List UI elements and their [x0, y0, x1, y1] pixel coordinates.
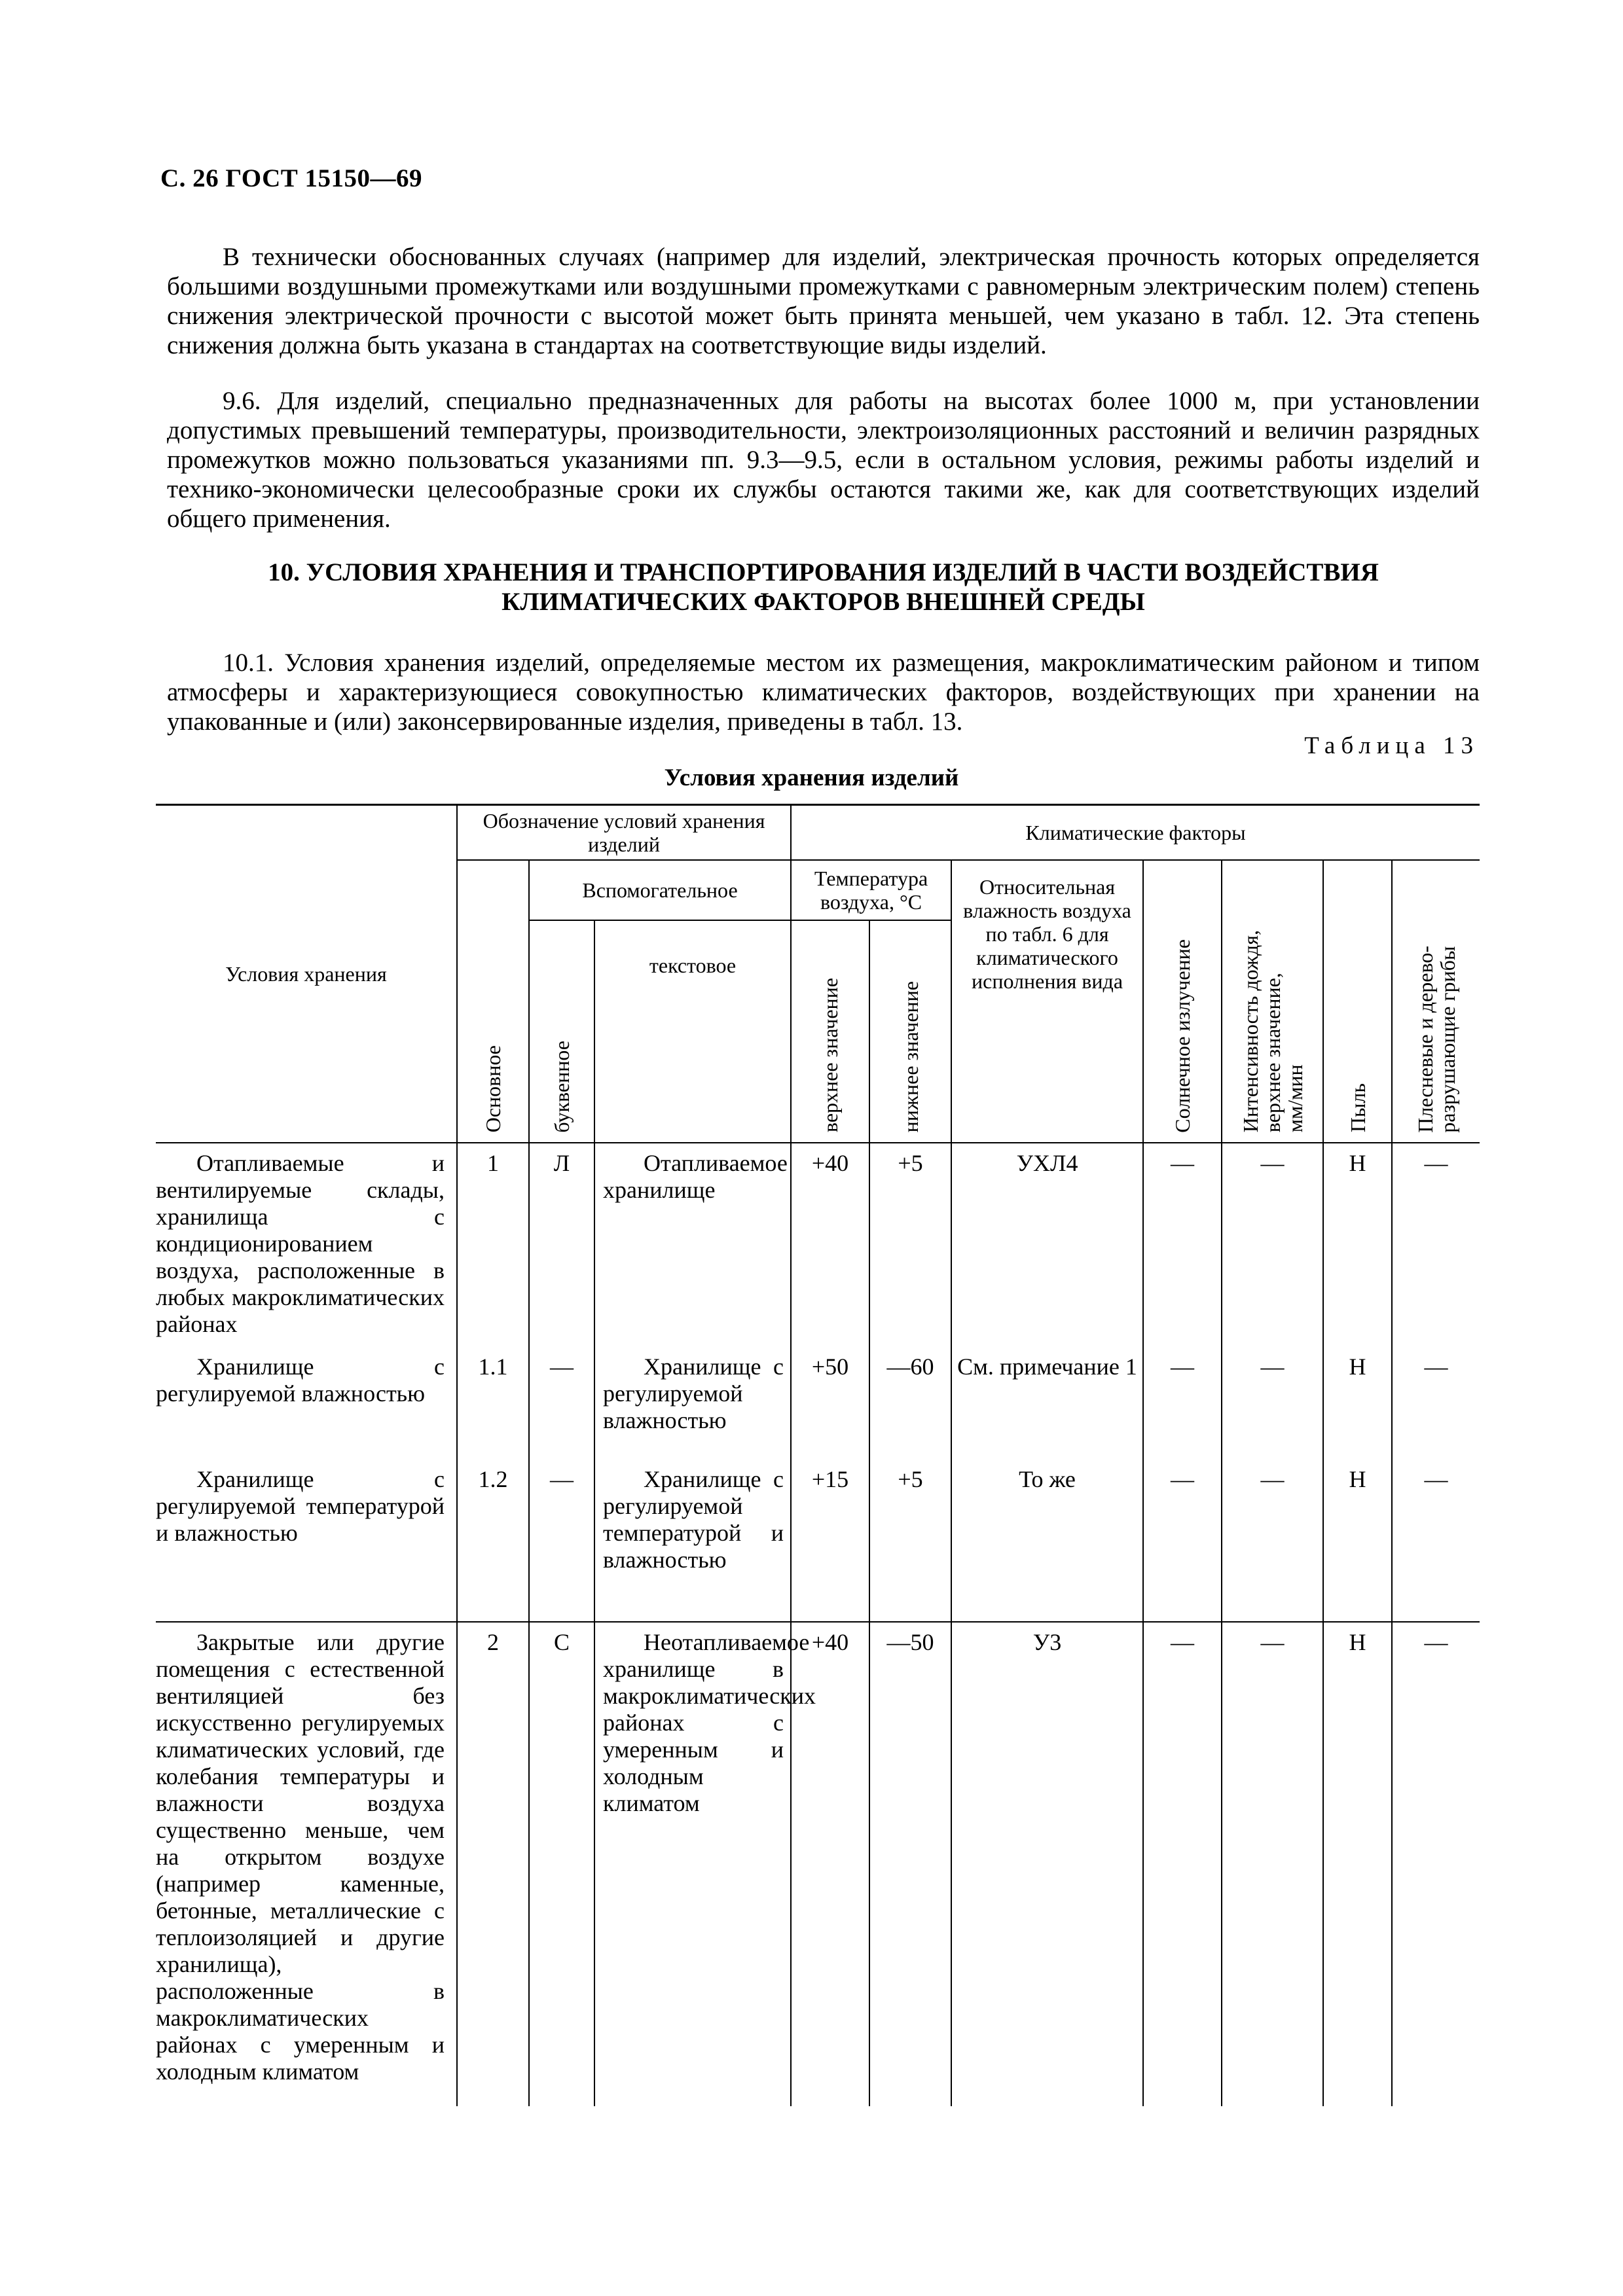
- cell-text: Хранилище с регулируемой температурой и влажностью: [594, 1460, 791, 1622]
- cell-t-upper: +40: [791, 1622, 869, 2106]
- cell-rain: —: [1222, 1347, 1323, 1460]
- cell-rain: —: [1222, 1460, 1323, 1622]
- cell-solar: —: [1143, 1347, 1222, 1460]
- cell-letter: —: [529, 1347, 594, 1460]
- cell-rain: —: [1222, 1622, 1323, 2106]
- cell-main: 1.1: [457, 1347, 529, 1460]
- table-title: Условия хранения изделий: [664, 764, 959, 791]
- cell-humidity: У3: [951, 1622, 1143, 2106]
- header-designation-group: Обозначение условий хранения изделий: [457, 805, 791, 860]
- cell-t-upper: +40: [791, 1143, 869, 1347]
- cell-letter: Л: [529, 1143, 594, 1347]
- header-letter: буквенное: [550, 1040, 574, 1133]
- header-lower-value: нижнее значение: [898, 981, 922, 1133]
- header-textual: текстовое: [594, 920, 791, 1143]
- cell-condition: Закрытые или другие помещения с естественной вентиляцией без искусственно регулируемых климатических условий, где колебания температуры и влажности воздуха существенно меньше, чем на открытом воздухе (например каменные, бетонные, металлические с теплоизоляцией и другие хранилища), расположенные в макроклиматических районах с умеренным и холодным климатом: [156, 1622, 457, 2106]
- cell-mold: —: [1392, 1460, 1480, 1622]
- cell-condition: Отапливаемые и вентилируемые склады, хранилища с кондиционированием воздуха, расположенные в любых макроклиматических районах: [156, 1143, 457, 1347]
- header-solar-radiation: Солнечное излучение: [1171, 939, 1195, 1133]
- header-lower-cell: [869, 920, 951, 1143]
- header-climatic-factors: Климатические факторы: [791, 805, 1480, 860]
- cell-main: 1: [457, 1143, 529, 1347]
- table-number: Таблица 13: [1304, 732, 1479, 759]
- cell-dust: Н: [1323, 1143, 1392, 1347]
- cell-mold: —: [1392, 1143, 1480, 1347]
- cell-solar: —: [1143, 1143, 1222, 1347]
- storage-conditions-table: [156, 804, 1480, 2106]
- cell-letter: —: [529, 1460, 594, 1622]
- cell-condition: Хранилище с регулируемой влажностью: [156, 1347, 457, 1460]
- cell-dust: Н: [1323, 1622, 1392, 2106]
- cell-dust: Н: [1323, 1460, 1392, 1622]
- header-main-cell: [457, 860, 529, 1143]
- cell-t-upper: +50: [791, 1347, 869, 1460]
- cell-humidity: См. примечание 1: [951, 1347, 1143, 1460]
- cell-humidity: То же: [951, 1460, 1143, 1622]
- header-mold-fungi: Плесневые и дерево- разрушающие грибы: [1413, 945, 1459, 1133]
- header-main: Основное: [481, 1045, 505, 1133]
- header-upper-cell: [791, 920, 869, 1143]
- cell-humidity: УХЛ4: [951, 1143, 1143, 1347]
- table-row: [156, 1460, 1480, 1622]
- cell-solar: —: [1143, 1622, 1222, 2106]
- cell-t-lower: +5: [869, 1460, 951, 1622]
- section-title: 10. УСЛОВИЯ ХРАНЕНИЯ И ТРАНСПОРТИРОВАНИЯ ИЗДЕЛИЙ В ЧАСТИ ВОЗДЕЙСТВИЯ КЛИМАТИЧЕСКИХ ФАКТОРОВ ВНЕШНЕЙ СРЕДЫ: [268, 558, 1379, 616]
- header-air-temperature: Температура воздуха, °С: [791, 860, 951, 920]
- table-row: [156, 1143, 1480, 1347]
- cell-t-lower: —50: [869, 1622, 951, 2106]
- cell-mold: —: [1392, 1622, 1480, 2106]
- header-relative-humidity: Относительная влажность воздуха по табл. 6 для климатического исполнения вида: [951, 860, 1143, 1143]
- cell-main: 1.2: [457, 1460, 529, 1622]
- cell-dust: Н: [1323, 1347, 1392, 1460]
- cell-text: Отапливаемое хранилище: [594, 1143, 791, 1347]
- cell-t-lower: +5: [869, 1143, 951, 1347]
- paragraph-9-6: 9.6. Для изделий, специально предназначенных для работы на высотах более 1000 м, при установлении допустимых превышений температуры, производительности, электроизоляционных расстояний и величин разрядных промежутков можно пользоваться указаниями пп. 9.3—9.5, если в остальном условия, режимы работы изделий и технико-экономически целесообразные сроки их службы остаются такими же, как для соответствующих изделий общего применения.: [167, 387, 1480, 533]
- header-mold-cell: [1392, 860, 1480, 1143]
- header-solar-cell: [1143, 860, 1222, 1143]
- table-row: [156, 1622, 1480, 2106]
- header-dust-cell: [1323, 860, 1392, 1143]
- paragraph-technical-cases: В технически обоснованных случаях (например для изделий, электрическая прочность которых определяется большими воздушными промежутками или воздушными промежутками с равномерным электрическим полем) степень снижения электрической прочности с высотой может быть принята меньшей, чем указано в табл. 12. Эта степень снижения должна быть указана в стандартах на соответствующие виды изделий.: [167, 243, 1480, 359]
- cell-rain: —: [1222, 1143, 1323, 1347]
- header-dust: Пыль: [1345, 1083, 1370, 1133]
- cell-text: Хранилище с регулируемой влажностью: [594, 1347, 791, 1460]
- cell-solar: —: [1143, 1460, 1222, 1622]
- cell-main: 2: [457, 1622, 529, 2106]
- cell-condition: Хранилище с регулируемой температурой и влажностью: [156, 1460, 457, 1622]
- cell-text: Неотапливаемое хранилище в макроклиматических районах с умеренным и холодным климатом: [594, 1622, 791, 2106]
- page-header: С. 26 ГОСТ 15150—69: [160, 164, 422, 192]
- header-storage-conditions: Условия хранения: [156, 805, 457, 1143]
- cell-mold: —: [1392, 1347, 1480, 1460]
- table-row: [156, 1347, 1480, 1460]
- header-rain-intensity: Интенсивность дождя, верхнее значение, мм/мин: [1238, 930, 1307, 1133]
- header-letter-cell: [529, 920, 594, 1143]
- paragraph-10-1: 10.1. Условия хранения изделий, определяемые местом их размещения, макроклиматическим районом и типом атмосферы и характеризующиеся совокупностью климатических факторов, воздействующих при хранении на упакованные и (или) законсервированные изделия, приведены в табл. 13.: [167, 649, 1480, 736]
- cell-t-lower: —60: [869, 1347, 951, 1460]
- header-upper-value: верхнее значение: [818, 978, 843, 1133]
- header-rain-cell: [1222, 860, 1323, 1143]
- cell-letter: С: [529, 1622, 594, 2106]
- header-auxiliary: Вспомогательное: [529, 860, 791, 920]
- cell-t-upper: +15: [791, 1460, 869, 1622]
